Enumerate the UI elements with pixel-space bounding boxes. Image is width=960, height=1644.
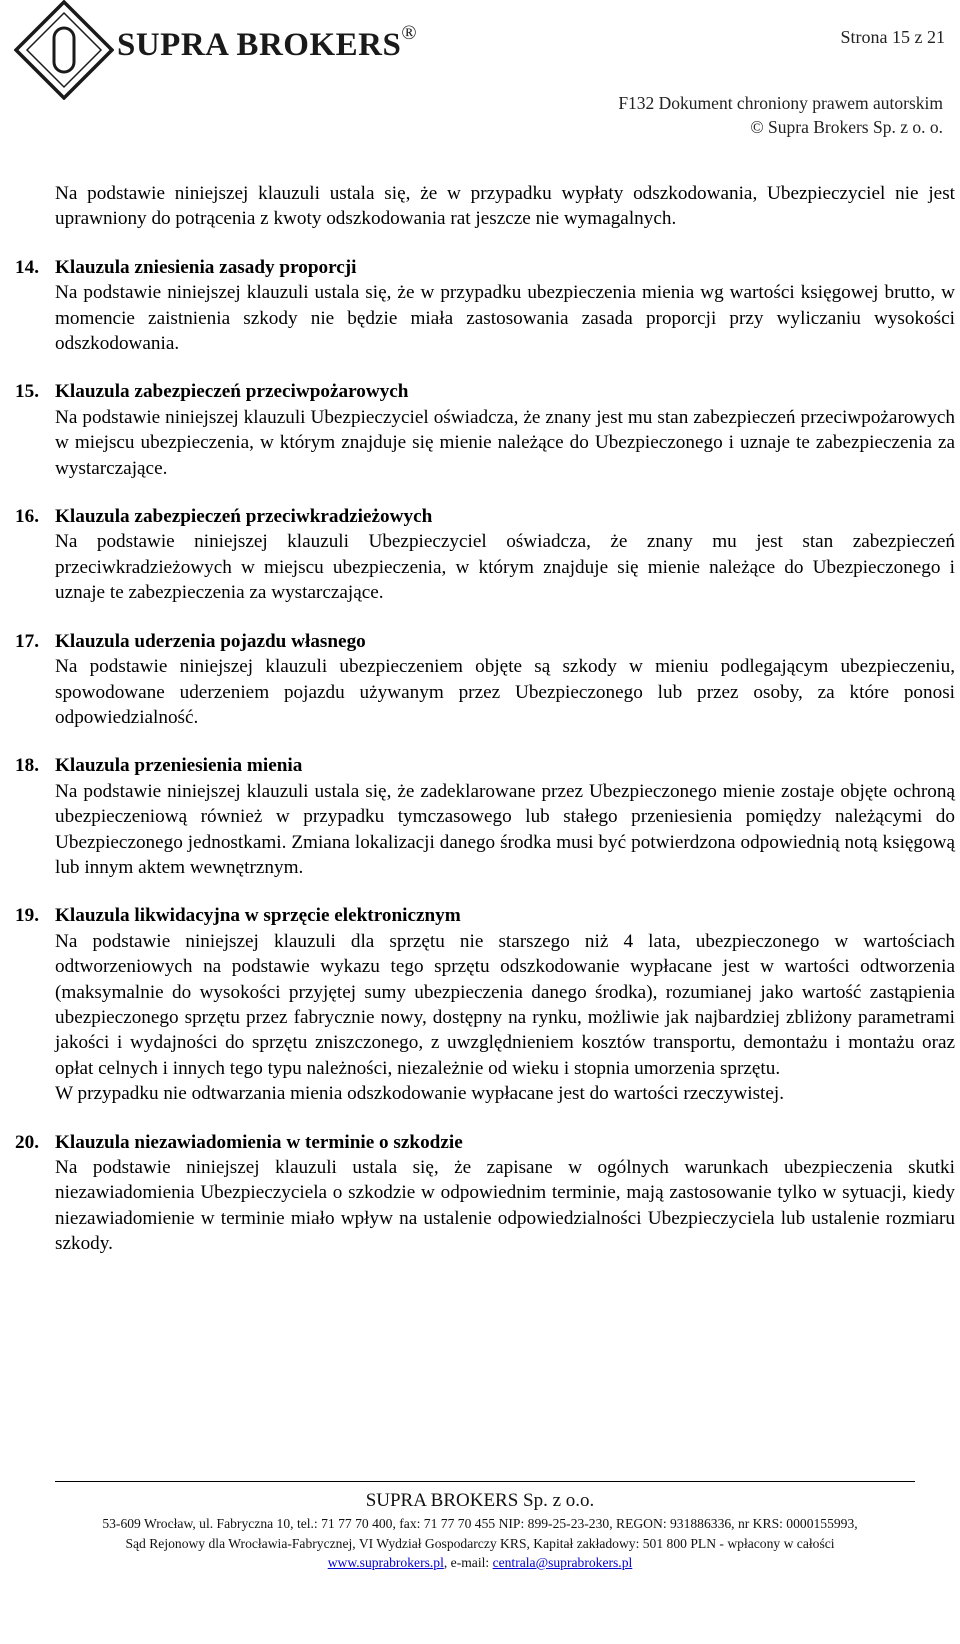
clause-heading xyxy=(15,903,955,928)
clause-body xyxy=(55,779,955,881)
page-number: Strona 15 z 21 xyxy=(840,27,945,47)
clause-heading xyxy=(15,753,955,778)
clause-heading xyxy=(15,379,955,404)
supra-brokers-logo-icon xyxy=(14,0,114,100)
page-header xyxy=(0,0,960,140)
clause-paragraph: Na podstawie niniejszej klauzuli dla sprzętu nie starszego niż 4 lata, ubezpieczonego w wartościach odtworzeniowych na podstawie wykazu tego sprzętu odszkodowanie wypłacane jest w wartości odtworzenia (maksymalnie do wysokości przyjętej sumy ubezpieczenia danego środka), rozumianej jako wartość zastąpienia ubezpieczonego sprzętu przez fabrycznie nowy, dostępny na rynku, możliwie jak najbardziej zbliżony parametrami jakości i wydajności do sprzętu zniszczonego, z uwzględnieniem kosztów transportu, demontażu i montażu oraz opłat celnych i innych tego typu należności, niezależnie od wieku i stopnia umorzenia sprzętu. xyxy=(55,930,955,1079)
footer-address: 53-609 Wrocław, ul. Fabryczna 10, tel.: 71 77 70 400, fax: 71 77 70 455 NIP: 899-25-23-230, REGON: 931886336, nr KRS: 0000155993, xyxy=(102,1516,858,1531)
clause-title: Klauzula zabezpieczeń przeciwkradzieżowych xyxy=(55,506,433,528)
website-link[interactable]: www.suprabrokers.pl xyxy=(327,1555,444,1570)
footer-divider xyxy=(55,1481,915,1482)
clause-body xyxy=(55,654,955,730)
clause-number: 15. xyxy=(15,381,39,403)
doc-notice-line-1: F132 Dokument chroniony prawem autorskim xyxy=(618,93,943,113)
clause-title: Klauzula niezawiadomienia w terminie o szkodzie xyxy=(55,1131,463,1153)
email-label: , e-mail: xyxy=(443,1555,493,1570)
clause-section xyxy=(15,629,955,731)
clause-title: Klauzula likwidacyjna w sprzęcie elektronicznym xyxy=(55,905,461,927)
clause-section xyxy=(15,504,955,606)
clause-number: 17. xyxy=(15,630,39,652)
clause-section xyxy=(15,903,955,1106)
brand-text: SUPRA BROKERS xyxy=(117,27,402,63)
clause-heading xyxy=(15,255,955,280)
footer-registry: Sąd Rejonowy dla Wrocławia-Fabrycznej, VI Wydział Gospodarczy KRS, Kapitał zakładowy: 501 800 PLN - wpłacony w całości xyxy=(125,1535,835,1551)
brand-name xyxy=(117,22,418,64)
clause-body xyxy=(55,1155,955,1257)
clause-number: 20. xyxy=(15,1131,39,1153)
clause-title: Klauzula uderzenia pojazdu własnego xyxy=(55,630,366,652)
clause-paragraph: Na podstawie niniejszej klauzuli Ubezpieczyciel oświadcza, że znany jest mu stan zabezpieczeń przeciwpożarowych w miejscu ubezpieczenia, w którym znajduje się mienie należące do Ubezpieczonego i uznaje te zabezpieczenia za wystarczające. xyxy=(55,406,955,479)
intro-paragraph: Na podstawie niniejszej klauzuli ustala się, że w przypadku wypłaty odszkodowania, Ubezpieczyciel nie jest uprawniony do potrącenia z kwoty odszkodowania rat jeszcze nie wymagalnych. xyxy=(55,183,955,230)
clause-heading xyxy=(15,629,955,654)
clause-body xyxy=(55,929,955,1107)
clause-paragraph: Na podstawie niniejszej klauzuli ustala się, że zapisane w ogólnych warunkach ubezpieczenia skutki niezawiadomienia Ubezpieczyciela o szkodzie w odpowiednim terminie, mają zastosowanie tylko w sytuacji, kiedy niezawiadomienie w terminie miało wpływ na ustalenie odpowiedzialności Ubezpieczyciela lub ustalenie rozmiaru szkody. xyxy=(55,1157,955,1255)
registered-mark: ® xyxy=(401,22,418,44)
clause-section xyxy=(15,379,955,481)
clause-heading xyxy=(15,504,955,529)
document-body xyxy=(15,181,955,1257)
clause-list xyxy=(15,255,955,1257)
email-link[interactable]: centrala@suprabrokers.pl xyxy=(492,1555,633,1570)
clause-number: 14. xyxy=(15,256,39,278)
clause-paragraph: Na podstawie niniejszej klauzuli ustala się, że w przypadku ubezpieczenia mienia wg wartości księgowej brutto, w momencie zaistnienia szkody nie będzie miała zastosowania zasada proporcji przy wyliczaniu wysokości odszkodowania. xyxy=(55,282,955,355)
clause-title: Klauzula zniesienia zasady proporcji xyxy=(55,256,357,278)
clause-title: Klauzula przeniesienia mienia xyxy=(55,755,303,777)
clause-body xyxy=(55,280,955,356)
clause-body xyxy=(55,405,955,481)
clause-heading xyxy=(15,1130,955,1155)
clause-title: Klauzula zabezpieczeń przeciwpożarowych xyxy=(55,381,409,403)
doc-notice-line-2: © Supra Brokers Sp. z o. o. xyxy=(750,117,943,137)
clause-section xyxy=(15,1130,955,1257)
clause-paragraph: Na podstawie niniejszej klauzuli ustala się, że zadeklarowane przez Ubezpieczonego mienie zostaje objęte ochroną ubezpieczeniową również w przypadku tymczasowego lub stałego przeniesienia pomiędzy należącymi do Ubezpieczonego jednostkami. Zmiana lokalizacji danego środka musi być potwierdzona odpowiednią notą księgową lub innym aktem wewnętrznym. xyxy=(55,780,955,878)
footer-company: SUPRA BROKERS Sp. z o.o. xyxy=(365,1490,595,1511)
clause-section xyxy=(15,255,955,357)
clause-number: 16. xyxy=(15,506,39,528)
clause-section xyxy=(15,753,955,880)
clause-paragraph: Na podstawie niniejszej klauzuli ubezpieczeniem objęte są szkody w mieniu podlegającym ubezpieczeniu, spowodowane uderzeniem pojazdu używanym przez Ubezpieczonego lub przez osoby, za które ponosi odpowiedzialność. xyxy=(55,656,955,728)
page-footer xyxy=(0,1488,960,1573)
footer-contact xyxy=(0,1553,960,1573)
copyright-notice xyxy=(618,91,943,139)
clause-number: 18. xyxy=(15,755,39,777)
clause-paragraph: Na podstawie niniejszej klauzuli Ubezpieczyciel oświadcza, że znany mu jest stan zabezpieczeń przeciwkradzieżowych w miejscu ubezpieczenia, w którym znajduje się mienie należące do Ubezpieczonego i uznaje te zabezpieczenia za wystarczające. xyxy=(55,531,955,604)
clause-body xyxy=(55,529,955,605)
clause-number: 19. xyxy=(15,905,39,927)
clause-paragraph: W przypadku nie odtwarzania mienia odszkodowanie wypłacane jest do wartości rzeczywistej. xyxy=(55,1083,785,1105)
